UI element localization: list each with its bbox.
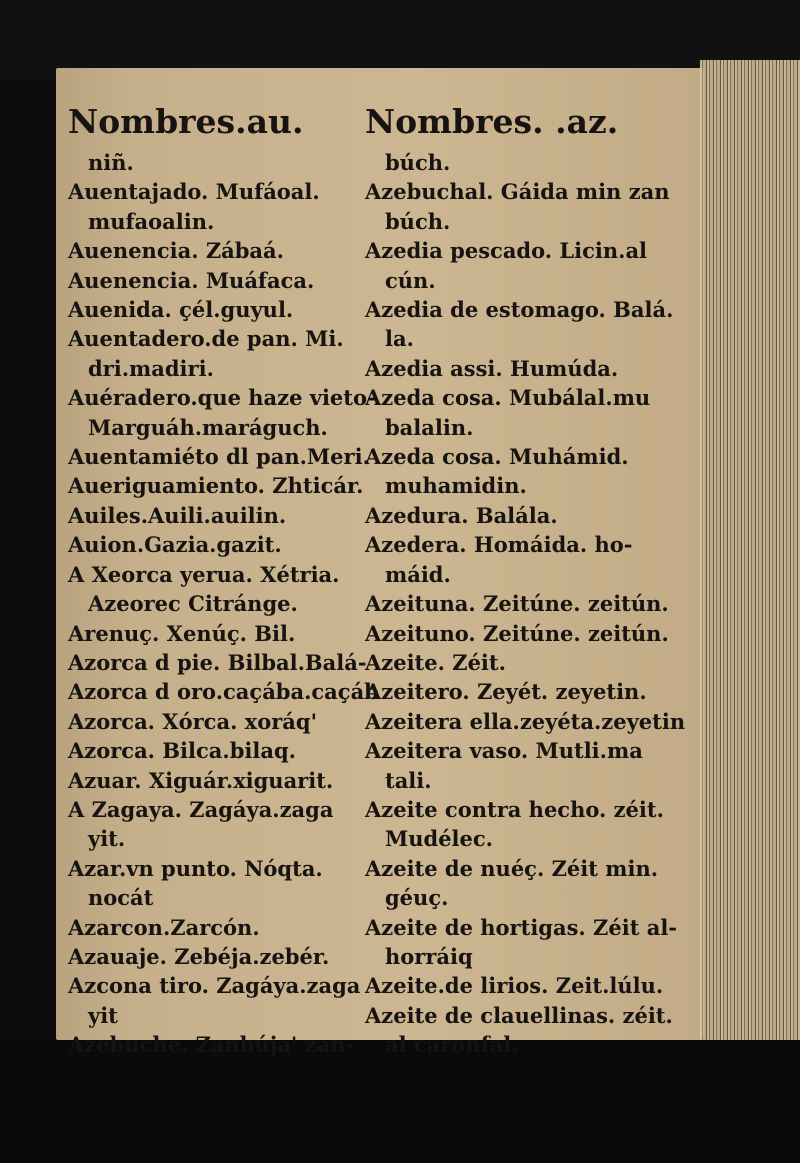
- entry-line: Auentajado. Mufáoal.: [68, 179, 320, 205]
- entry-line: yit.: [88, 826, 126, 852]
- entry-line: Azeite de nuéç. Zéit min.: [365, 855, 659, 881]
- right-running-header: Nombres. .az.: [365, 102, 619, 141]
- entry-line: Azeite contra hecho. zéit.: [365, 796, 664, 822]
- entry-line: Aueriguamiento. Zhticár.: [68, 473, 364, 499]
- left-column: [68, 100, 379, 1060]
- entry-line: muhamidin.: [385, 473, 527, 499]
- entry-line: Azedera. Homáida. ho-: [365, 532, 633, 558]
- entry-line: Azorca. Xórca. xoráq': [68, 708, 317, 734]
- entry-line: Azar.vn punto. Nóqta.: [68, 855, 323, 881]
- entry-line: Auéradero.que haze vieto-: [68, 385, 376, 411]
- entry-line: Marguáh.maráguch.: [88, 414, 328, 440]
- entry-line: géuç.: [385, 885, 449, 911]
- entry-line: búch.: [385, 150, 451, 175]
- entry-line: Azauaje. Zebéja.zebér.: [68, 943, 330, 969]
- entry-line: Auenencia. Zábaá.: [68, 238, 284, 264]
- entry-line: Azebuchal. Gáida min zan: [365, 179, 670, 205]
- entry-line: Azeitera vaso. Mutli.ma: [365, 738, 643, 764]
- entry-line: horráiq: [385, 943, 473, 969]
- entry-line: la.: [385, 326, 414, 352]
- entry-line: Azeituno. Zeitúne. zeitún.: [365, 620, 669, 646]
- entry-line: Auenida. çél.guyul.: [68, 297, 294, 323]
- entry-line: Auentamiéto dl pan.Meri.: [68, 444, 370, 470]
- entry-line: Auiles.Auili.auilin.: [68, 502, 287, 528]
- entry-line: Azeite de clauellinas. zéit.: [365, 1002, 673, 1028]
- entry-line: Auentadero.de pan. Mi.: [68, 326, 344, 352]
- left-running-header: Nombres.au.: [68, 102, 304, 141]
- entry-line: Azorca d oro.caçába.caçáb: [68, 679, 379, 705]
- entry-line: mufaoalin.: [88, 208, 215, 234]
- entry-line: Azeite.de lirios. Zeit.lúlu.: [365, 973, 664, 999]
- entry-line: yit: [88, 1002, 118, 1028]
- entry-line: Azedia de estomago. Balá.: [365, 297, 674, 323]
- entry-line: Azedura. Balála.: [365, 502, 558, 528]
- entry-line: niñ.: [88, 150, 134, 175]
- entry-line: Azorca d pie. Bilbal.Balá-: [68, 649, 367, 675]
- entry-line: Azeituna. Zeitúne. zeitún.: [365, 591, 669, 617]
- entry-line: Arenuç. Xenúç. Bil.: [68, 620, 296, 646]
- left-entries: [68, 148, 379, 1060]
- entry-line: Auenencia. Muáfaca.: [68, 267, 315, 293]
- entry-line: A Xeorca yerua. Xétria.: [68, 561, 340, 587]
- entry-line: Azeda cosa. Muhámid.: [365, 444, 629, 470]
- entry-line: balalin.: [385, 414, 474, 440]
- entry-line: Azorca. Bilca.bilaq.: [68, 738, 296, 764]
- entry-line: Auion.Gazia.gazit.: [68, 532, 282, 558]
- entry-line: A Zagaya. Zagáya.zaga: [68, 796, 334, 822]
- entry-line: Azeitera ella.zeyéta.zeyetin: [365, 708, 686, 734]
- entry-line: Azeite de hortigas. Zéit al-: [365, 914, 678, 940]
- entry-line: Mudélec.: [385, 826, 493, 852]
- entry-line: Azedia pescado. Licin.al: [365, 238, 648, 264]
- entry-line: Azebuche. Zanbúja' zan-: [68, 1032, 355, 1058]
- entry-line: Azeorec Citránge.: [88, 591, 298, 617]
- entry-line: Azuar. Xiguár.xiguarit.: [68, 767, 334, 793]
- entry-line: búch.: [385, 208, 451, 234]
- entry-line: Azeite. Zéit.: [365, 649, 506, 675]
- entry-line: Azedia assi. Humúda.: [365, 355, 619, 381]
- right-entries: [365, 148, 686, 1060]
- entry-line: máid.: [385, 561, 451, 587]
- entry-line: nocát: [88, 885, 154, 911]
- entry-line: Azcona tiro. Zagáya.zaga: [68, 973, 361, 999]
- entry-line: Azeda cosa. Mubálal.mu: [365, 385, 651, 411]
- entry-line: dri.madiri.: [88, 355, 214, 381]
- entry-line: Azeitero. Zeyét. zeyetin.: [365, 679, 647, 705]
- entry-line: Azarcon.Zarcón.: [68, 914, 260, 940]
- right-column: [365, 100, 686, 1060]
- page-edges: [700, 60, 800, 1050]
- entry-line: cún.: [385, 267, 436, 293]
- entry-line: tali.: [385, 767, 432, 793]
- entry-line: al caronfal.: [385, 1032, 519, 1058]
